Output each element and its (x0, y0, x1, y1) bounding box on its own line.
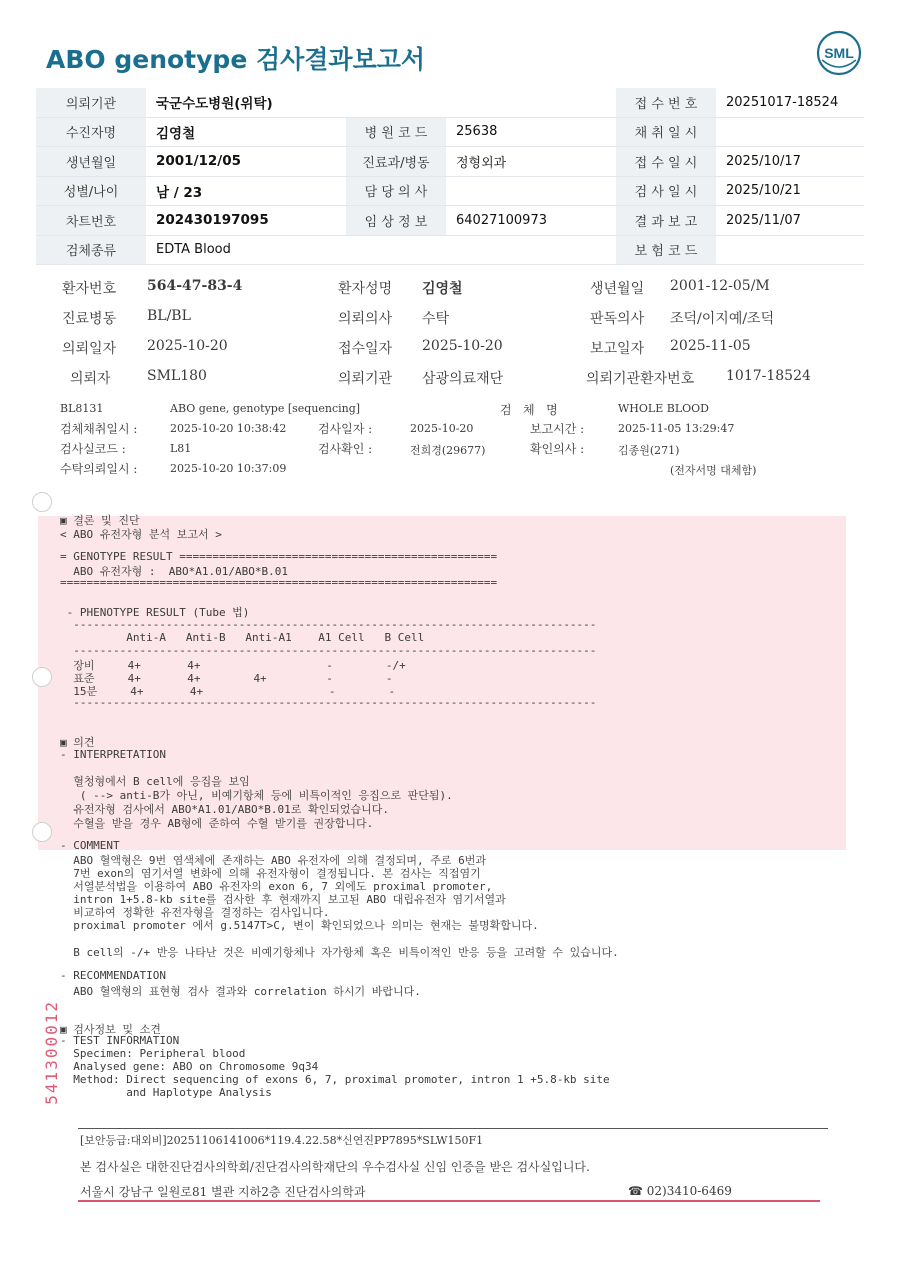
value-cell: 정형외과 (446, 147, 616, 177)
comment-line: B cell의 -/+ 반응 나타난 것은 비예기항체나 자가항체 혹은 비특이적인 반응 등을 고려할 수 있습니다. (60, 946, 619, 959)
value-cell: 25638 (446, 117, 616, 147)
table-row (36, 147, 864, 177)
phenotype-columns: Anti-A Anti-B Anti-A1 A1 Cell B Cell (60, 631, 425, 644)
reading-doctor-label: 판독의사 (590, 311, 645, 327)
table-row (36, 88, 864, 117)
reporttime-label: 보고시간 : (530, 422, 585, 436)
value-cell (446, 176, 616, 206)
req-org-value: 삼광의료재단 (422, 371, 504, 387)
logo-text: SML (824, 45, 854, 61)
receipt-date-label: 접수일자 (338, 341, 393, 357)
section-opinion: ▣ 의견 (60, 736, 95, 749)
certification-note: 본 검사실은 대한진단검사의학회/진단검사의학재단의 우수검사실 신임 인증을 받은 검사실입니다. (80, 1160, 590, 1174)
punch-hole (32, 822, 52, 842)
value-cell: 64027100973 (446, 206, 616, 236)
section-conclusion-sub: < ABO 유전자형 분석 보고서 > (60, 528, 222, 541)
testinfo-line: and Haplotype Analysis (60, 1086, 272, 1099)
room-value: L81 (170, 442, 192, 455)
testdate-label: 검사일자 : (318, 422, 373, 436)
test-name: ABO gene, genotype [sequencing] (170, 402, 361, 415)
recommendation-header: - RECOMMENDATION (60, 969, 166, 982)
value-cell (716, 235, 864, 265)
reporttime-value: 2025-11-05 13:29:47 (618, 422, 735, 435)
label-cell: 병 원 코 드 (346, 117, 446, 147)
requester-value: SML180 (147, 368, 207, 384)
patient-name-label: 환자성명 (338, 281, 393, 297)
genotype-header: = GENOTYPE RESULT ================================================ (60, 550, 498, 563)
value-cell: 국군수도병원(위탁) (146, 88, 616, 117)
value-cell: 남 / 23 (146, 176, 346, 206)
phenotype-row: 15분 4+ 4+ - - (60, 685, 396, 698)
birth-label: 생년월일 (590, 281, 645, 297)
comment-header: - COMMENT (60, 839, 120, 852)
table-row (36, 235, 864, 265)
collect-value: 2025-10-20 10:38:42 (170, 422, 287, 435)
comment-line: ABO 혈액형은 9번 염색체에 존재하는 ABO 유전자에 의해 결정되며, 주로 6번과 (60, 854, 486, 867)
label-cell: 생년월일 (36, 147, 146, 177)
requester-label: 의뢰자 (70, 371, 111, 387)
lab-address: 서울시 강남구 일원로81 별관 지하2층 진단검사의학과 (80, 1185, 366, 1199)
testinfo-line: Specimen: Peripheral blood (60, 1047, 246, 1060)
label-cell: 수진자명 (36, 117, 146, 147)
testinfo-line: Analysed gene: ABO on Chromosome 9q34 (60, 1060, 319, 1073)
label-cell: 성별/나이 (36, 176, 146, 206)
label-cell: 진료과/병동 (346, 147, 446, 177)
label-cell: 접 수 번 호 (616, 88, 716, 117)
confirm-doctor-value: 김종원(271) (618, 444, 680, 457)
test-code: BL8131 (60, 402, 104, 415)
org-patient-no-label: 의뢰기관환자번호 (586, 371, 695, 387)
table-row (36, 176, 864, 206)
genotype-rule: ================================================================== (60, 576, 498, 589)
esign-note: (전자서명 대체함) (670, 464, 757, 477)
value-cell: 202430197095 (146, 206, 346, 236)
testinfo-header: - TEST INFORMATION (60, 1034, 180, 1047)
comment-line: intron 1+5.8-kb site를 검사한 후 현재까지 보고된 ABO 대립유전자 염기서열과 (60, 893, 506, 906)
confirm-doctor-label: 확인의사 : (530, 442, 585, 456)
testdate-value: 2025-10-20 (410, 422, 474, 435)
interpretation-line: ( --> anti-B가 아닌, 비예기항체 등에 비특이적인 응집으로 판단됨). (60, 789, 453, 802)
report-date-label: 보고일자 (590, 341, 645, 357)
patient-id-label: 환자번호 (62, 281, 117, 297)
interpretation-line: 수혈을 받을 경우 AB형에 준하여 수혈 받기를 권장합니다. (60, 817, 374, 830)
table-row (36, 206, 864, 236)
phenotype-rule: ------------------------------------------------------------------------------- (60, 644, 597, 657)
table-row (36, 117, 864, 147)
patient-name: 김영철 (422, 281, 463, 297)
label-cell: 검체종류 (36, 235, 146, 265)
label-cell: 차트번호 (36, 206, 146, 236)
security-line: [보안등급:대외비]20251106141006*119.4.22.58*신연진PP7895*SLW150F1 (80, 1134, 484, 1147)
label-cell: 채 취 일 시 (616, 117, 716, 147)
label-cell: 보 험 코 드 (616, 235, 716, 265)
phenotype-rule: ------------------------------------------------------------------------------- (60, 618, 597, 631)
report-title: ABO genotype 검사결과보고서 (46, 45, 426, 74)
section-testinfo: ▣ 검사정보 및 소견 (60, 1023, 161, 1036)
value-cell (716, 117, 864, 147)
req-date-value: 2025-10-20 (147, 338, 228, 354)
comment-line: proximal promoter 에서 g.5147T>C, 변이 확인되었으나 의미는 현재는 불명확합니다. (60, 919, 539, 932)
label-cell: 의뢰기관 (36, 88, 146, 117)
order-value: 2025-10-20 10:37:09 (170, 462, 287, 475)
specimen-value: WHOLE BLOOD (618, 402, 709, 415)
punch-hole (32, 667, 52, 687)
ward-value: BL/BL (147, 308, 191, 324)
red-underline (78, 1200, 820, 1202)
value-cell: 2001/12/05 (146, 147, 346, 177)
value-cell: 2025/10/21 (716, 176, 864, 206)
divider (78, 1128, 828, 1129)
label-cell: 검 사 일 시 (616, 176, 716, 206)
collect-label: 검체채취일시 : (60, 422, 138, 436)
req-doctor-value: 수탁 (422, 311, 450, 327)
value-cell: 2025/11/07 (716, 206, 864, 236)
specimen-label: 검 체 명 (500, 403, 558, 417)
reading-doctor-value: 조덕/이지예/조덕 (670, 311, 775, 327)
org-patient-no-value: 1017-18524 (726, 368, 811, 384)
req-org-label: 의뢰기관 (338, 371, 393, 387)
ward-label: 진료병동 (62, 311, 117, 327)
interpretation-line: 혈청형에서 B cell에 응집을 보임 (60, 775, 250, 788)
value-cell: 20251017-18524 (716, 88, 864, 117)
value-cell: 김영철 (146, 117, 346, 147)
label-cell: 임 상 정 보 (346, 206, 446, 236)
punch-hole (32, 492, 52, 512)
phenotype-rule: ------------------------------------------------------------------------------- (60, 696, 597, 709)
value-cell: EDTA Blood (146, 235, 616, 265)
req-date-label: 의뢰일자 (62, 341, 117, 357)
phenotype-header: - PHENOTYPE RESULT (Tube 법) (60, 606, 250, 619)
recommendation-line: ABO 혈액형의 표현형 검사 결과와 correlation 하시기 바랍니다. (60, 985, 421, 998)
confirm-label: 검사확인 : (318, 442, 373, 456)
birth-value: 2001-12-05/M (670, 278, 770, 294)
sml-logo (816, 30, 862, 76)
section-conclusion: ▣ 결론 및 진단 (60, 514, 140, 527)
comment-line: 비교하여 정확한 유전자형을 결정하는 검사입니다. (60, 906, 330, 919)
receipt-date-value: 2025-10-20 (422, 338, 503, 354)
genotype-result: ABO 유전자형 : ABO*A1.01/ABO*B.01 (60, 565, 288, 578)
interpretation-line: 유전자형 검사에서 ABO*A1.01/ABO*B.01로 확인되었습니다. (60, 803, 389, 816)
comment-line: 7번 exon의 염기서열 변화에 의해 유전자형이 결정됩니다. 본 검사는 직접염기 (60, 867, 481, 880)
patient-id: 564-47-83-4 (147, 278, 243, 294)
label-cell: 담 당 의 사 (346, 176, 446, 206)
label-cell: 접 수 일 시 (616, 147, 716, 177)
room-label: 검사실코드 : (60, 442, 126, 456)
scanned-report (0, 262, 900, 1271)
phenotype-row: 표준 4+ 4+ 4+ - - (60, 672, 393, 685)
lab-phone: ☎ 02)3410-6469 (628, 1184, 732, 1198)
report-date-value: 2025-11-05 (670, 338, 751, 354)
value-cell: 2025/10/17 (716, 147, 864, 177)
interpretation-header: - INTERPRETATION (60, 748, 166, 761)
req-doctor-label: 의뢰의사 (338, 311, 393, 327)
request-info-table (36, 88, 864, 265)
phenotype-row: 장비 4+ 4+ - -/+ (60, 659, 406, 672)
side-serial-number: 541300012 (42, 1000, 61, 1105)
confirm-value: 전희경(29677) (410, 444, 486, 457)
order-label: 수탁의뢰일시 : (60, 462, 138, 476)
testinfo-line: Method: Direct sequencing of exons 6, 7, proximal promoter, intron 1 +5.8-kb site (60, 1073, 610, 1086)
comment-line: 서열분석법을 이용하여 ABO 유전자의 exon 6, 7 외에도 proximal promoter, (60, 880, 493, 893)
label-cell: 결 과 보 고 (616, 206, 716, 236)
